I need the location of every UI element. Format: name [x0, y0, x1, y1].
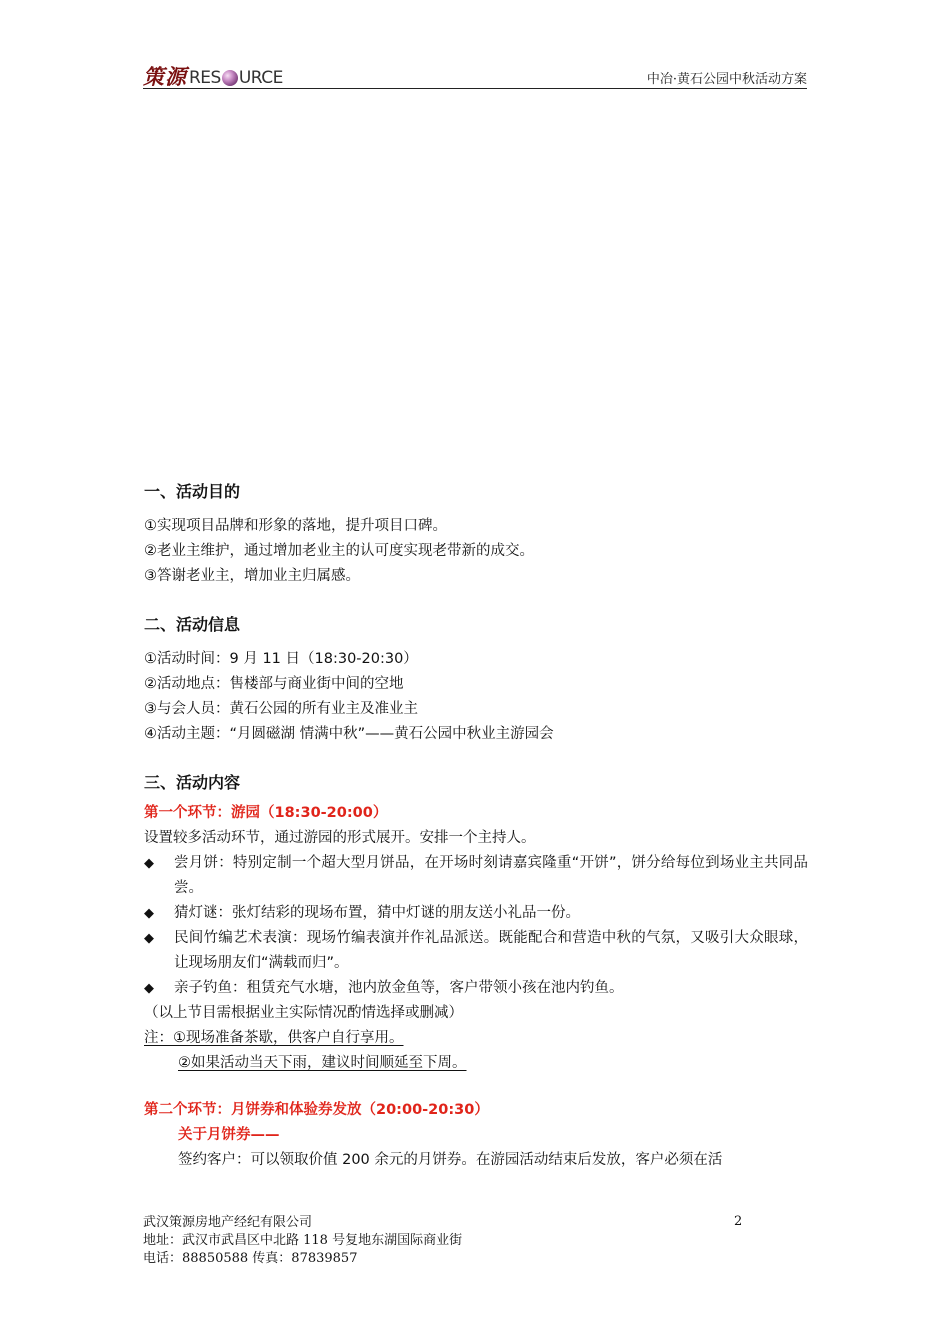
stage2-text: 签约客户：可以领取价值 200 余元的月饼券。在游园活动结束后发放，客户必须在活 — [178, 1152, 723, 1168]
section3-heading: 三、活动内容 — [144, 773, 241, 792]
diamond-bullet-icon: ◆ — [144, 931, 154, 946]
section2-heading: 二、活动信息 — [144, 615, 241, 634]
section2-item: ①活动时间：9 月 11 日（18:30-20:30） — [144, 651, 418, 667]
page-number: 2 — [734, 1214, 743, 1229]
section2-item: ④活动主题：“月圆磁湖 情满中秋”——黄石公园中秋业主游园会 — [144, 726, 554, 742]
section1-item: ②老业主维护，通过增加老业主的认可度实现老带新的成交。 — [144, 543, 534, 559]
stage1-heading: 第一个环节：游园（18:30-20:00） — [144, 805, 388, 821]
footer-phone: 电话：88850588 传真：87839857 — [143, 1251, 358, 1266]
pearl-orb-icon — [222, 70, 238, 86]
diamond-bullet-icon: ◆ — [144, 906, 154, 921]
page-header — [143, 62, 807, 89]
logo-english-right: URCE — [238, 68, 283, 88]
stage2-heading: 第二个环节：月饼券和体验券发放（20:00-20:30） — [144, 1102, 489, 1118]
list-item — [144, 926, 808, 976]
list-item-text: 亲子钓鱼：租赁充气水塘，池内放金鱼等，客户带领小孩在池内钓鱼。 — [174, 980, 624, 996]
section2-item: ②活动地点：售楼部与商业街中间的空地 — [144, 676, 404, 692]
section1-item: ①实现项目品牌和形象的落地，提升项目口碑。 — [144, 518, 447, 534]
diamond-bullet-icon: ◆ — [144, 856, 154, 871]
section1-heading: 一、活动目的 — [144, 482, 241, 501]
stage1-note-2: ②如果活动当天下雨，建议时间顺延至下周。 — [178, 1055, 467, 1071]
diamond-bullet-icon: ◆ — [144, 981, 154, 996]
page-footer — [143, 1214, 743, 1268]
document-title: 中冶·黄石公园中秋活动方案 — [646, 72, 807, 87]
list-item — [144, 901, 808, 926]
stage2-subheading: 关于月饼券—— — [178, 1127, 280, 1143]
footer-company: 武汉策源房地产经纪有限公司 — [143, 1215, 313, 1230]
list-item-text: 猜灯谜：张灯结彩的现场布置，猜中灯谜的朋友送小礼品一份。 — [174, 905, 580, 921]
document-body — [144, 478, 808, 1173]
company-logo — [143, 64, 283, 88]
section2-item: ③与会人员：黄石公园的所有业主及准业主 — [144, 701, 418, 717]
list-item-text: 民间竹编艺术表演：现场竹编表演并作礼品派送。既能配合和营造中秋的气氛，又吸引大众眼球，让现场朋友们“满载而归”。 — [174, 930, 808, 971]
list-item — [144, 976, 808, 1001]
list-item — [144, 851, 808, 901]
footer-address: 地址：武汉市武昌区中北路 118 号复地东湖国际商业街 — [143, 1233, 463, 1248]
stage1-intro: 设置较多活动环节，通过游园的形式展开。安排一个主持人。 — [144, 830, 536, 846]
stage1-note-1: 注：①现场准备茶歇，供客户自行享用。 — [144, 1030, 404, 1046]
logo-english-left: RES — [189, 68, 221, 88]
stage1-remark: （以上节目需根据业主实际情况酌情选择或删减） — [144, 1005, 463, 1021]
list-item-text: 尝月饼：特别定制一个超大型月饼品，在开场时刻请嘉宾隆重“开饼”，饼分给每位到场业主共同品尝。 — [174, 855, 808, 896]
section1-item: ③答谢老业主，增加业主归属感。 — [144, 568, 360, 584]
logo-english-text — [189, 68, 283, 88]
logo-chinese-text: 策源 — [143, 64, 187, 89]
